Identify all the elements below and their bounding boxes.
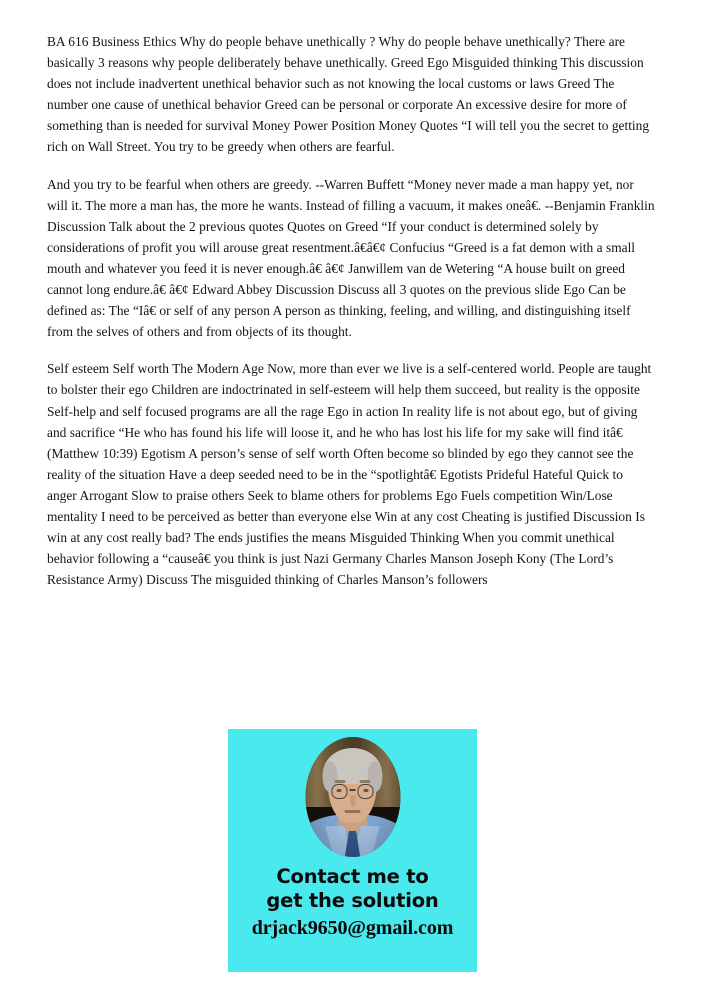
contact-email[interactable]: drjack9650@gmail.com <box>251 917 454 939</box>
document-text-body <box>47 31 655 590</box>
portrait-photo <box>305 737 400 857</box>
contact-headline-line-1: Contact me to <box>276 865 429 888</box>
portrait-vignette <box>305 737 400 857</box>
contact-card <box>228 729 477 972</box>
paragraph-3: Self esteem Self worth The Modern Age Now, more than ever we live is a self-centered world. People are taught to bolster their ego Children are indoctrinated in self-esteem will help them succeed, but reality is the opposite Self-help and self focused programs are all the rage Ego in action In reality life is not about ego, but of giving and sacrifice “He who has found his life will loose it, and he who has lost his life for my sake will find itâ€ (Matthew 10:39) Egotism A person’s sense of self worth Often become so blinded by ego they cannot see the reality of the situation Have a deep seeded need to be in the “spotlightâ€ Egotists Prideful Hateful Quick to anger Arrogant Slow to praise others Seek to blame others for problems Ego Fuels competition Win/Lose mentality I need to be perceived as better than everyone else Win at any cost Cheating is justified Discussion Is win at any cost really bad? The ends justifies the means Misguided Thinking When you commit unethical behavior following a “causeâ€ you think is just Nazi Germany Charles Manson Joseph Kony (The Lord’s Resistance Army) Discuss The misguided thinking of Charles Manson’s followers <box>47 361 652 588</box>
contact-headline-line-2: get the solution <box>266 889 439 912</box>
contact-headline <box>228 865 477 913</box>
paragraph-1: BA 616 Business Ethics Why do people behave unethically ? Why do people behave unethically? There are basically 3 reasons why people deliberately behave unethically. Greed Ego Misguided thinking This discussion does not include inadvertent unethical behavior such as not knowing the local customs or laws Greed The number one cause of unethical behavior Greed can be personal or corporate An excessive desire for more of something than is needed for survival Money Power Position Money Quotes “I will tell you the secret to getting rich on Wall Street. You try to be greedy when others are fearful. <box>47 34 650 155</box>
portrait-oval-frame <box>305 737 400 857</box>
paragraph-2: And you try to be fearful when others are greedy. --Warren Buffett “Money never made a man happy yet, nor will it. The more a man has, the more he wants. Instead of filling a vacuum, it makes oneâ€. --Benjamin Franklin Discussion Talk about the 2 previous quotes Quotes on Greed “If your conduct is determined solely by considerations of profit you will arouse great resentment.â€â€¢ Confucius “Greed is a fat demon with a small mouth and whatever you feed it is never enough.â€ â€¢ Janwillem van de Wetering “A house built on greed cannot long endure.â€ â€¢ Edward Abbey Discussion Discuss all 3 quotes on the previous slide Ego Can be defined as: The “Iâ€ or self of any person A person as thinking, feeling, and willing, and distinguishing itself from the selves of others and from objects of its thought. <box>47 176 655 340</box>
